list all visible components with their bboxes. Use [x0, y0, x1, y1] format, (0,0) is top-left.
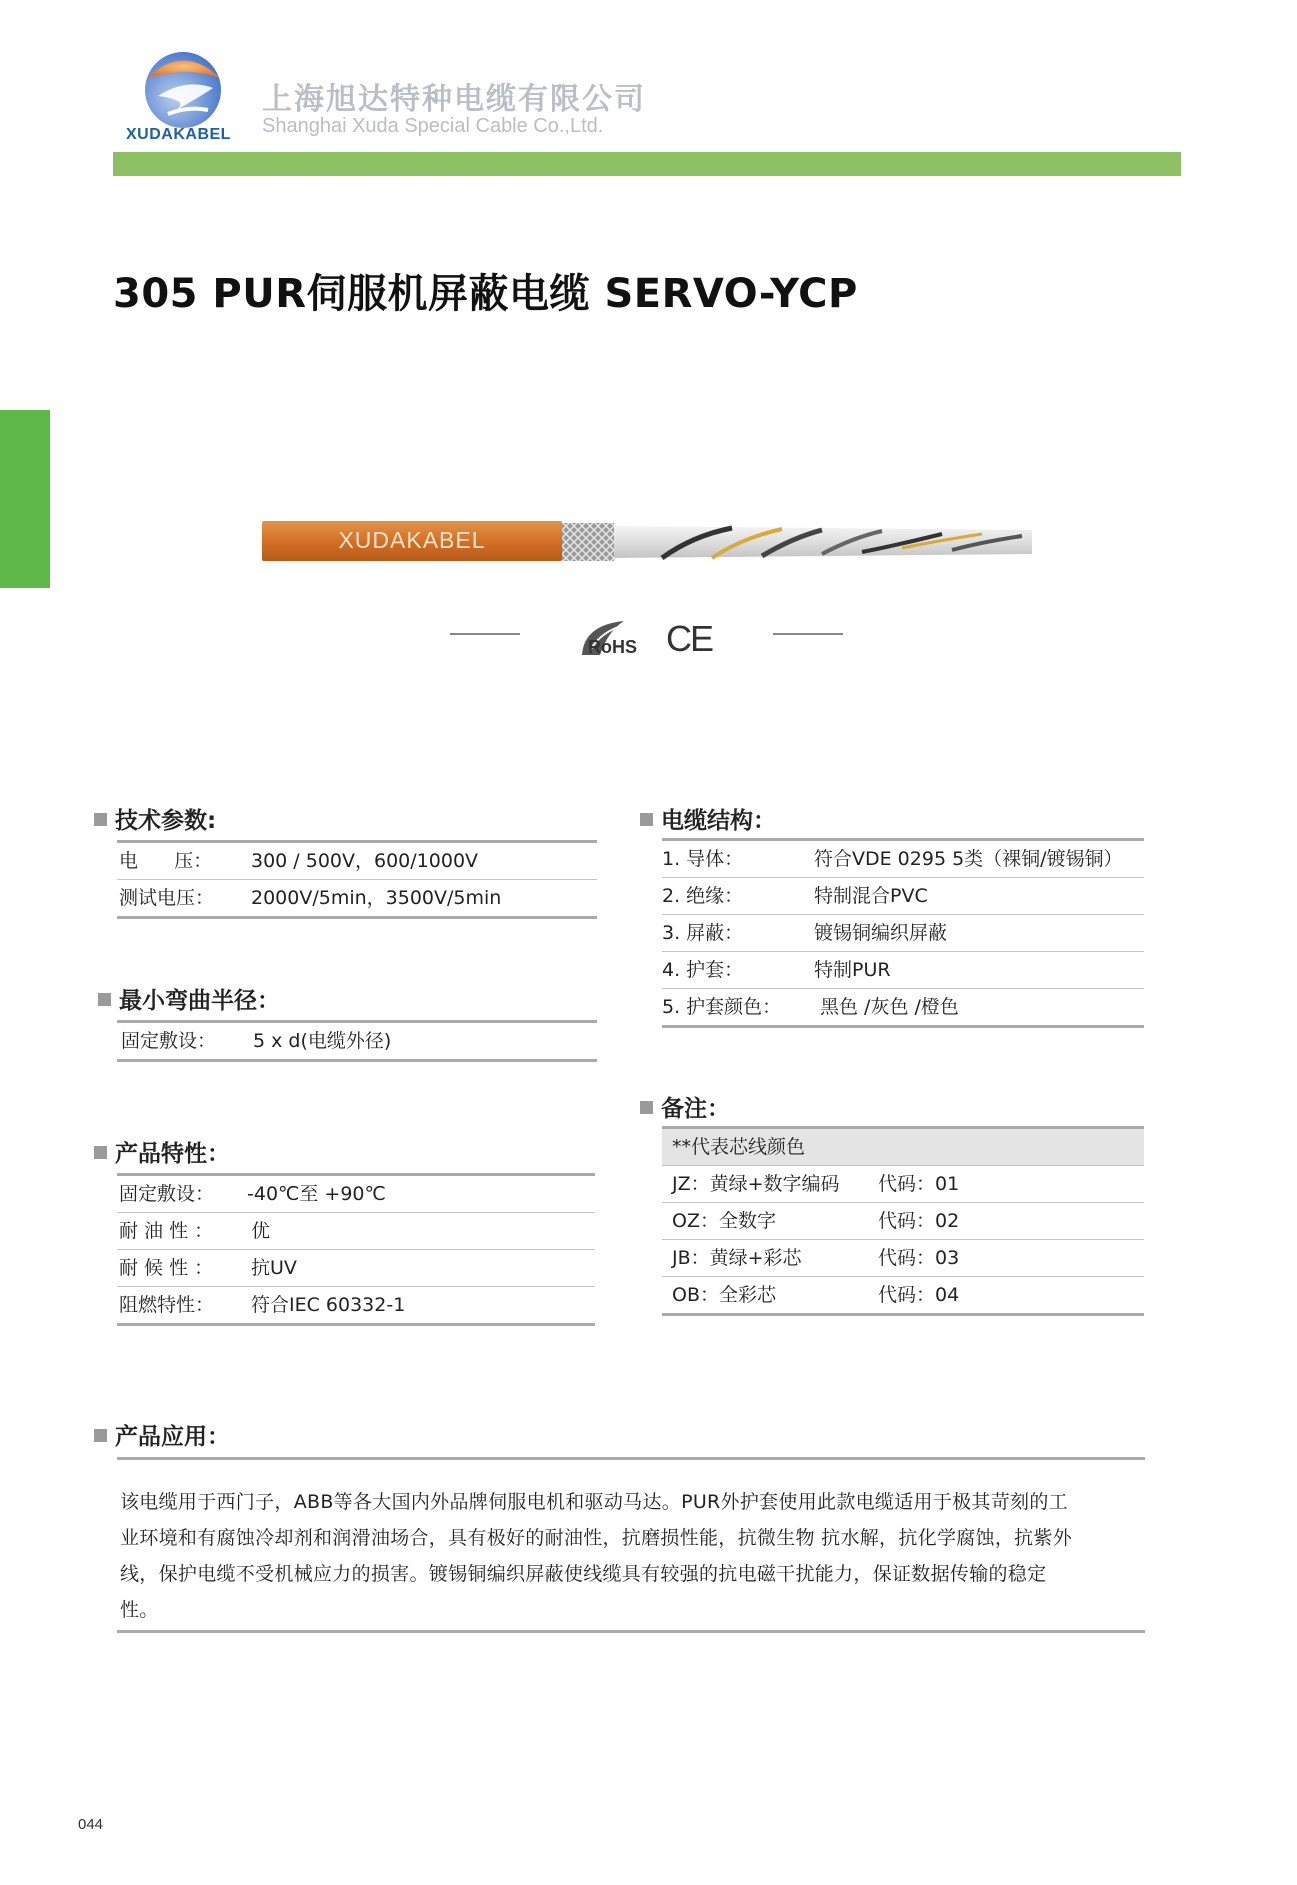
row-label: 1. 导体： [662, 848, 744, 870]
features-table [117, 1173, 595, 1326]
table-row [662, 989, 1144, 1025]
row-value: 300 / 500V，600/1000V [251, 850, 479, 872]
table-row [662, 915, 1144, 952]
row-value: 5 x d(电缆外径) [253, 1030, 392, 1052]
table-row [662, 878, 1144, 915]
row-code: 代码：01 [878, 1173, 960, 1195]
table-row [117, 1176, 595, 1213]
row-value: 黑色 /灰色 /橙色 [820, 996, 959, 1018]
row-label: 固定敷设： [119, 1183, 215, 1205]
row-value: 镀锡铜编织屏蔽 [814, 922, 948, 944]
cert-divider-left [450, 633, 520, 635]
row-value: 符合IEC 60332-1 [251, 1294, 406, 1316]
row-value: 2000V/5min，3500V/5min [251, 887, 502, 909]
application-line: 性。 [120, 1599, 159, 1621]
tech-params-heading: 技术参数: [94, 802, 216, 835]
notes-heading: 备注： [640, 1090, 730, 1123]
table-row [662, 1240, 1144, 1277]
features-heading: 产品特性： [94, 1135, 230, 1168]
application-text [120, 1484, 1140, 1628]
square-bullet-icon [640, 813, 653, 826]
application-bottom-rule [117, 1630, 1145, 1633]
row-label: OZ：全数字 [672, 1210, 776, 1232]
row-label: 4. 护套： [662, 959, 744, 981]
tech-params-table [117, 840, 597, 919]
row-label: 5. 护套颜色： [662, 996, 782, 1018]
row-label: 耐 油 性 ： [119, 1220, 214, 1242]
row-label: 阻燃特性： [119, 1294, 215, 1316]
row-code: 代码：02 [878, 1210, 960, 1232]
row-value: 符合VDE 0295 5类（裸铜/镀锡铜） [814, 848, 1123, 870]
notes-table [662, 1126, 1144, 1316]
header-green-bar [113, 152, 1181, 176]
application-line: 该电缆用于西门子，ABB等各大国内外品牌伺服电机和驱动马达。PUR外护套使用此款电缆适用于极其苛刻的工 [120, 1491, 1068, 1513]
company-name-en: Shanghai Xuda Special Cable Co.,Ltd. [262, 115, 604, 137]
square-bullet-icon [94, 1429, 107, 1442]
bend-radius-table [117, 1020, 597, 1062]
square-bullet-icon [94, 1146, 107, 1159]
table-row [117, 1250, 595, 1287]
page-number: 044 [78, 1816, 104, 1833]
square-bullet-icon [640, 1101, 653, 1114]
row-label: JB：黄绿+彩芯 [672, 1247, 802, 1269]
table-row [662, 1166, 1144, 1203]
row-label: 固定敷设： [121, 1030, 217, 1052]
row-label: 耐 候 性 ： [119, 1257, 214, 1279]
table-row [662, 1277, 1144, 1313]
row-value: 特制PUR [814, 959, 891, 981]
structure-heading: 电缆结构： [640, 802, 776, 835]
ce-mark: CE [666, 618, 713, 659]
cert-divider-right [773, 633, 843, 635]
table-row [662, 1203, 1144, 1240]
page-title: 305 PUR伺服机屏蔽电缆 SERVO-YCP [113, 271, 858, 317]
row-label: OB：全彩芯 [672, 1284, 776, 1306]
square-bullet-icon [98, 993, 111, 1006]
row-code: 代码：03 [878, 1247, 960, 1269]
cable-brand-print: XUDAKABEL [338, 527, 486, 553]
row-label: JZ：黄绿+数字编码 [672, 1173, 840, 1195]
notes-subheading-row [662, 1129, 1144, 1166]
logo-wordmark: XUDAKABEL [126, 126, 231, 143]
table-row [117, 1287, 595, 1323]
row-value: 优 [251, 1220, 271, 1242]
row-value: 抗UV [251, 1257, 297, 1279]
application-heading: 产品应用： [94, 1418, 230, 1451]
application-line: 业环境和有腐蚀冷却剂和润滑油场合，具有极好的耐油性，抗磨损性能，抗微生物 抗水解，抗化学腐蚀，抗紫外 [120, 1527, 1073, 1549]
table-row [662, 952, 1144, 989]
application-line: 线，保护电缆不受机械应力的损害。镀锡铜编织屏蔽使线缆具有较强的抗电磁干扰能力，保证数据传输的稳定 [120, 1563, 1047, 1585]
table-row [117, 1213, 595, 1250]
row-code: 代码：04 [878, 1284, 960, 1306]
row-value: -40℃至 +90℃ [247, 1183, 386, 1205]
rohs-mark: RoHS [588, 637, 637, 657]
table-row [117, 843, 597, 880]
company-name-cn: 上海旭达特种电缆有限公司 [262, 82, 646, 117]
square-bullet-icon [94, 813, 107, 826]
row-label: 3. 屏蔽： [662, 922, 744, 944]
table-row [662, 841, 1144, 878]
row-label: 2. 绝缘： [662, 885, 744, 907]
bend-radius-heading: 最小弯曲半径： [98, 982, 280, 1015]
row-label: 测试电压： [119, 887, 215, 909]
row-label: 电 压： [119, 850, 213, 872]
table-row [117, 1023, 597, 1059]
application-top-rule [117, 1457, 1145, 1460]
row-value: 特制混合PVC [814, 885, 928, 907]
side-tab [0, 410, 50, 588]
table-row [117, 880, 597, 916]
structure-table [662, 838, 1144, 1028]
notes-subheading: **代表芯线颜色 [672, 1136, 806, 1158]
